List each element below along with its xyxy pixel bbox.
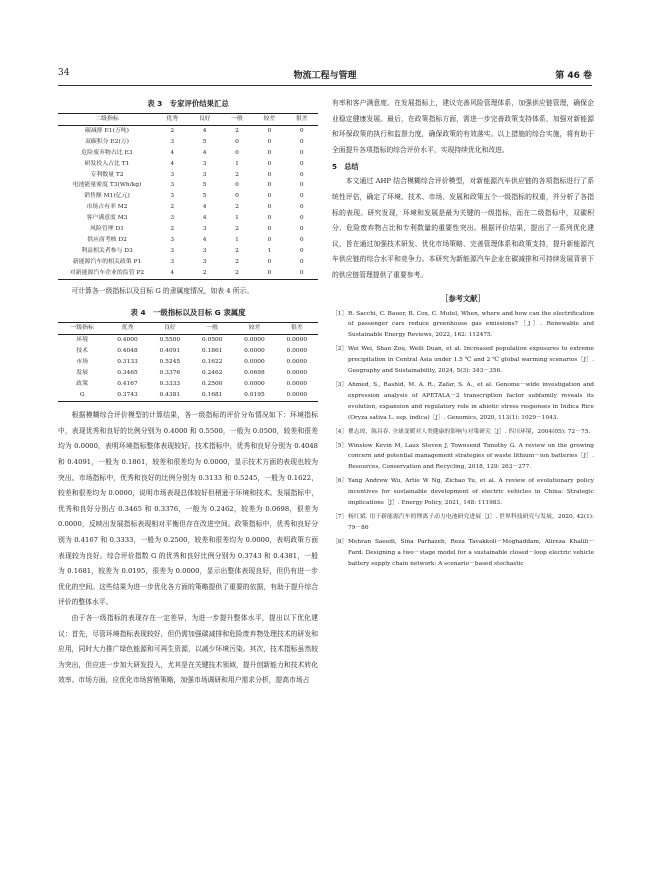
reference-number: ［6］ <box>332 478 348 485</box>
table3-cell: 3 <box>170 247 175 254</box>
table3-cell: 利益相关者参与 D3 <box>81 247 133 254</box>
paragraph: 本文通过 AHP 结合模糊综合评价模型，对新能源汽车供应链的各项指标进行了系统性评估，确定了环境、技术、市场、发展和政策五个一级指标的权重，并分析了各指标的表现。研究发现，环境和发展是最为关键的一级指标，而在二级指标中，双碳积分、危险废弃物占比和专利数量的重要性突出。根据评价结果，提出了一系列优化建议，旨在通过加强技术研发、优化市场策略、完善管理体系和政策支持，提升新能源汽车供应链的综合水平和竞争力。本研究为新能源汽车企业在碳减排和可持续发展背景下的供应链管理提供了重要参考。 <box>332 177 594 279</box>
table3-cell: 0 <box>267 182 272 189</box>
table4-row <box>58 335 318 347</box>
table3-cell: 1 <box>235 236 239 243</box>
table3-cell: 0 <box>267 215 272 222</box>
table3-cell: 研发投入占比 T1 <box>84 160 130 167</box>
table4-row <box>58 368 318 379</box>
table3-cell: 0 <box>235 182 239 189</box>
table4-caption: 表 4 一级指标以及目标 G 隶属度 <box>130 308 246 318</box>
table4-cell: 技术 <box>76 348 89 355</box>
table3-row <box>58 159 318 170</box>
table3-cell: 0 <box>299 204 304 211</box>
table3-body <box>58 125 318 279</box>
table4-cell: 0.1681 <box>201 392 223 399</box>
reference-item <box>332 537 594 570</box>
table4-row <box>58 346 318 357</box>
reference-item <box>332 476 594 509</box>
table3-cell: 1 <box>235 160 239 167</box>
table4-cell: 0.0000 <box>286 348 308 355</box>
table3-cell: 5 <box>202 193 207 200</box>
table3-row <box>58 213 318 224</box>
table3-cell: 销售额 M1(亿元) <box>84 193 130 200</box>
table4-cell: 0.0000 <box>244 381 265 388</box>
table3-cell: 0 <box>299 138 304 145</box>
table3-cell: 4 <box>202 127 207 134</box>
table3-cell: 3 <box>170 171 175 178</box>
table4-col-header: 一般 <box>206 325 219 332</box>
table3-cell: 0 <box>299 258 304 265</box>
table3-cell: 2 <box>202 269 207 276</box>
table3-cell: 2 <box>170 204 175 211</box>
reference-item <box>332 441 594 474</box>
reference-number: ［7］ <box>332 513 348 520</box>
table4-cell: 0.0000 <box>286 359 308 366</box>
reference-number: ［2］ <box>332 346 348 353</box>
table3-cell: 0 <box>299 182 304 189</box>
references-list <box>332 309 594 570</box>
reference-item <box>332 380 594 424</box>
table4-cell: 0.4091 <box>159 348 181 355</box>
table3-cell: 2 <box>170 127 175 134</box>
table4-col-header: 一级指标 <box>70 325 94 332</box>
table4-cell: 0.3133 <box>117 359 138 366</box>
table4-col-header: 较差 <box>248 325 261 332</box>
table3-cell: 2 <box>235 247 239 254</box>
table3-cell: 2 <box>235 127 239 134</box>
page-number: 34 <box>58 68 70 78</box>
table4-row <box>58 379 318 390</box>
volume-label: 第 46 卷 <box>555 71 592 81</box>
table3-col-header: 一般 <box>231 116 243 122</box>
table3-cell: 5 <box>202 182 207 189</box>
table4-cell: 0.2500 <box>201 381 223 388</box>
reference-text: R. Sacchi, C. Bauer, B. Cox, C. Mutel, When, where and how can the electrification of passenger cars reduce greenhouse gas emissions?［J］. Renewable and Sustainable Energy Reviews, 2022, 162: 112475. <box>348 310 594 339</box>
table3-cell: 3 <box>170 258 175 265</box>
table3-cell: 2 <box>235 171 239 178</box>
table3-cell: 电池能量密度 T3(Wh/kg) <box>72 182 142 189</box>
table3-cell: 双碳积分 E2(万) <box>85 138 129 145</box>
table3-col-header: 良好 <box>198 116 211 122</box>
table4-cell: 0.2462 <box>201 370 223 377</box>
reference-number: ［4］ <box>332 428 348 435</box>
table3-cell: 3 <box>202 226 207 233</box>
table4-cell: 0.3465 <box>117 370 138 377</box>
table4-row <box>58 390 318 402</box>
table3-cell: 0 <box>299 226 304 233</box>
table3-cell: 0 <box>299 269 304 276</box>
table3-cell: 3 <box>170 138 175 145</box>
table3-cell: 2 <box>235 269 239 276</box>
table3-col-header: 很差 <box>295 116 308 122</box>
table4-cell: 0.5500 <box>159 337 181 344</box>
table4-cell: 0.3333 <box>159 381 181 388</box>
table3-cell: 客户满意度 M3 <box>86 215 128 222</box>
table4-cell: 0.0000 <box>244 348 265 355</box>
table3-col-header: 较差 <box>263 116 276 122</box>
section-heading: 5 总结 <box>332 162 359 172</box>
table3-cell: 0 <box>235 138 239 145</box>
table3-row <box>58 125 318 136</box>
table3-row <box>58 148 318 159</box>
table3-cell: 3 <box>202 171 207 178</box>
table4-cell: 0.0000 <box>286 392 308 399</box>
table4-cell: 0.0698 <box>244 370 265 377</box>
table4-cell: 0.0000 <box>286 370 308 377</box>
table3-cell: 市场占有率 M2 <box>86 204 128 211</box>
table4-cell: 0.0000 <box>286 337 308 344</box>
journal-name: 物流工程与管理 <box>293 71 357 81</box>
paragraph: 可计算各一级指标以及目标 G 的隶属度情况，如表 4 所示。 <box>71 286 254 295</box>
reference-number: ［5］ <box>332 442 348 449</box>
table3-cell: 4 <box>170 269 175 276</box>
table3-cell: 2 <box>235 258 239 265</box>
table3-cell: 0 <box>299 127 304 134</box>
table3-cell: 对新能源汽车企业的监管 P2 <box>69 269 145 276</box>
reference-text: Wei Wei, Shan Zou, Weili Duan, et al. Increased population exposures to extreme precipitation in Central Asia under 1.5 ℃ and 2 ℃ global warming scenarios［J］. Geography and Sustainability, 2024, 5(3): 343－356. <box>348 346 594 375</box>
table3-cell: 3 <box>202 247 207 254</box>
table3-cell: 2 <box>235 204 239 211</box>
table3-cell: 0 <box>299 247 304 254</box>
table3-cell: 0 <box>267 149 272 156</box>
table4-cell: 政策 <box>76 381 89 388</box>
table3-row <box>58 180 318 191</box>
table4-cell: 0.5245 <box>159 359 181 366</box>
table3-cell: 4 <box>202 204 207 211</box>
table3-row <box>58 246 318 257</box>
table4-cell: 0.4381 <box>159 392 181 399</box>
table4-col-header: 很差 <box>290 325 303 332</box>
left-column <box>58 96 318 689</box>
table4-cell: 0.0000 <box>244 359 265 366</box>
reference-number: ［1］ <box>332 310 348 317</box>
table3-cell: 3 <box>202 160 207 167</box>
table4-cell: 环境 <box>76 337 89 344</box>
table4-cell: 0.0500 <box>201 337 223 344</box>
table4-cell: G <box>79 392 85 399</box>
table4-cell: 0.0000 <box>286 381 308 388</box>
table3-cell: 0 <box>267 171 272 178</box>
table4-cell: 0.4167 <box>117 381 138 388</box>
table3-cell: 4 <box>202 236 207 243</box>
table3-cell: 1 <box>267 247 272 254</box>
reference-text: Yang Andrew Wu, Artie W Ng, Zichao Yu, et al. A review of evolutionary policy incentives for sustainable development of electric vehicles in China: Strategic implications［J］. Energy Policy, 2021, 148: 111983. <box>348 478 594 507</box>
table4-row <box>58 357 318 368</box>
table4-col-header: 良好 <box>163 325 176 332</box>
table3-cell: 3 <box>170 182 175 189</box>
table3-cell: 2 <box>170 226 175 233</box>
right-column <box>332 96 594 572</box>
table3-cell: 5 <box>202 138 207 145</box>
table3-cell: 0 <box>235 193 239 200</box>
table3-cell: 0 <box>267 258 272 265</box>
table3-col-header: 二级指标 <box>95 116 119 122</box>
table3-cell: 0 <box>267 193 272 200</box>
table3-cell: 风险管理 D1 <box>90 226 124 233</box>
table3-cell: 0 <box>235 149 239 156</box>
table3-cell: 0 <box>299 236 304 243</box>
table4-cell: 0.3743 <box>117 392 138 399</box>
page-header <box>58 68 592 82</box>
reference-item <box>332 344 594 377</box>
reference-number: ［8］ <box>332 538 348 545</box>
table4 <box>58 322 318 402</box>
reference-text: Ahmed, S., Rashid, M. A. R., Zafar, S. A., et al. Genome－wide investigation and expression analysis of APETALA－2 transcription factor subfamily reveals its evolution, expansion and regulatory role in abiotic stress responses in Indica Rice (Oryza sativa L. ssp. indica)［J］. Genomics, 2020, 113(1): 1029－1043. <box>348 381 594 421</box>
table3-row <box>58 191 318 202</box>
table3-cell: 0 <box>299 160 304 167</box>
table3-cell: 3 <box>170 193 175 200</box>
table3-cell: 3 <box>202 258 207 265</box>
table3-row <box>58 137 318 148</box>
table3-cell: 0 <box>267 160 272 167</box>
reference-item <box>332 512 594 534</box>
table4-cell: 0.0000 <box>244 337 265 344</box>
table3-col-header: 优秀 <box>166 116 179 122</box>
paragraph: 根据模糊综合评价模型的计算结果，各一级指标的评价分布情况如下：环境指标中，表现优秀和良好的比例分别为 0.4000 和 0.5500，一般为 0.0500，较差和很差均为 0.0000，表明环境指标整体表现较好。技术指标中，优秀和良好分别为 0.4048 和 0.4091，一般为 0.1861，较差和很差均为 0.0000，显示技术方面的表现也较为突出。市场指标中，优秀和良好的比例分别为 0.3133 和 0.5245，一般为 0.1622，较差和很差均为 0.0000，说明市场表现总体较好但稍逊于环境和技术。发展指标中，优秀和良好分别占 0.3465 和 0.3376，一般为 0.2462，较差为 0.0698，很差为 0.0000，反映出发展指标表现相对平衡但存在改进空间。政策指标中，优秀和良好分别为 0.4167 和 0.3333，一般为 0.2500，较差和很差均为 0.0000，表明政策方面表现较为良好。综合评价指数 G 的优秀和良好比例分别为 0.3743 和 0.4381，一般为 0.1681，较差为 0.0195，很差为 0.0000，显示出整体表现良好，但仍有进一步优化的空间。这些结果为进一步优化各方面的策略提供了重要的依据，有助于提升综合评价的整体水平。 <box>58 411 318 607</box>
table3-cell: 危险废弃物占比 E3 <box>81 149 133 156</box>
paragraph: 有率和客户满意度。在发展指标上，建议完善风险管理体系，加强供应链管理，确保企业稳定健康发展。最后，在政策指标方面，需进一步完善政策支持体系，加强对新能源和环保政策的执行和监督力度，确保政策的有效落实。以上措施的综合实施，将有助于全面提升各项指标的综合评价水平，实现持续优化和改进。 <box>332 99 594 154</box>
table3-cell: 2 <box>235 226 239 233</box>
table3-caption: 表 3 专家评价结果汇总 <box>147 99 229 108</box>
table3-row <box>58 170 318 181</box>
table3-cell: 4 <box>202 215 207 222</box>
reference-item <box>332 309 594 342</box>
table4-cell: 0.4048 <box>117 348 138 355</box>
table4-cell: 0.1861 <box>201 348 223 355</box>
table3-cell: 0 <box>299 193 304 200</box>
table3-cell: 1 <box>235 215 239 222</box>
reference-text: Winslow Kevin M, Laux Steven J, Townsend Timothy G. A review on the growing concern and potential management strategies of waste lithium－ion batteries［J］. Resources, Conservation and Recycling, 2018, 129: 263－277. <box>348 442 594 471</box>
paragraph: 由于各一级指标的表现存在一定差异，为进一步提升整体水平，提出以下优化建议：首先，尽管环境指标表现较好，但仍需加强碳减排和危险废弃物处理技术的研发和应用，同时大力推广绿色能源和可再生资源，以减少环境污染。其次，技术指标虽然较为突出，但应进一步加大研发投入，尤其是在关键技术领域，提升创新能力和技术转化效率。市场方面，应优化市场营销策略，加强市场调研和用户需求分析，提高市场占 <box>58 613 318 685</box>
table3-cell: 0 <box>299 171 304 178</box>
table3-cell: 4 <box>170 160 175 167</box>
table4-col-header: 优秀 <box>121 325 134 332</box>
header-rule <box>58 85 592 86</box>
reference-number: ［3］ <box>332 381 348 388</box>
table4-cell: 0.4000 <box>117 337 138 344</box>
reference-text: 杨红斌. 用于新能源汽车的锂离子动力电池研究进展［J］. 世界科技研究与发展，2020, 42(1): 79－86 <box>348 513 594 531</box>
table3-cell: 专利数量 T2 <box>90 171 124 178</box>
reference-item <box>332 427 594 438</box>
table4-cell: 0.0195 <box>244 392 265 399</box>
table3-cell: 新能源汽车的相关政策 P1 <box>72 258 142 265</box>
table3-row <box>58 268 318 279</box>
table3-row <box>58 224 318 235</box>
table4-cell: 0.3376 <box>159 370 181 377</box>
table3-row <box>58 257 318 268</box>
table3-cell: 0 <box>299 149 304 156</box>
references-heading: ［参考文献］ <box>441 293 485 303</box>
table3-cell: 4 <box>170 149 175 156</box>
table3-cell: 3 <box>170 215 175 222</box>
table3-cell: 3 <box>170 236 175 243</box>
table3-cell: 0 <box>267 138 272 145</box>
table3-row <box>58 235 318 246</box>
table3-cell: 供应商考核 D2 <box>87 236 127 243</box>
table3-cell: 0 <box>299 215 304 222</box>
table3-cell: 碳减排 E1(万吨) <box>85 127 129 134</box>
table3 <box>58 113 318 280</box>
table4-header-row <box>58 323 318 335</box>
table3-row <box>58 202 318 213</box>
table3-header-row <box>58 114 318 126</box>
table4-body <box>58 335 318 402</box>
table4-cell: 发展 <box>76 370 89 377</box>
reference-text: 瞿志琼，陈昌春. 全球变暖对人类健康的影响与对策研究［J］. 四川环境，2004(05): 72－75. <box>348 428 591 435</box>
table3-cell: 0 <box>267 204 272 211</box>
table4-cell: 市场 <box>76 359 89 366</box>
table3-cell: 0 <box>267 226 272 233</box>
table3-cell: 0 <box>267 269 272 276</box>
reference-text: Mehran Saeedi, Sina Parhazeh, Reza Tavakkoli－Moghaddam, Alireza Khalili－Fard. Designing a two－stage model for a sustainable closed－loop electric vehicle battery supply chain network: A scenario－based stochastic <box>348 538 594 567</box>
table3-cell: 4 <box>202 149 207 156</box>
table3-cell: 0 <box>267 127 272 134</box>
table4-cell: 0.1622 <box>201 359 223 366</box>
table3-cell: 0 <box>267 236 272 243</box>
